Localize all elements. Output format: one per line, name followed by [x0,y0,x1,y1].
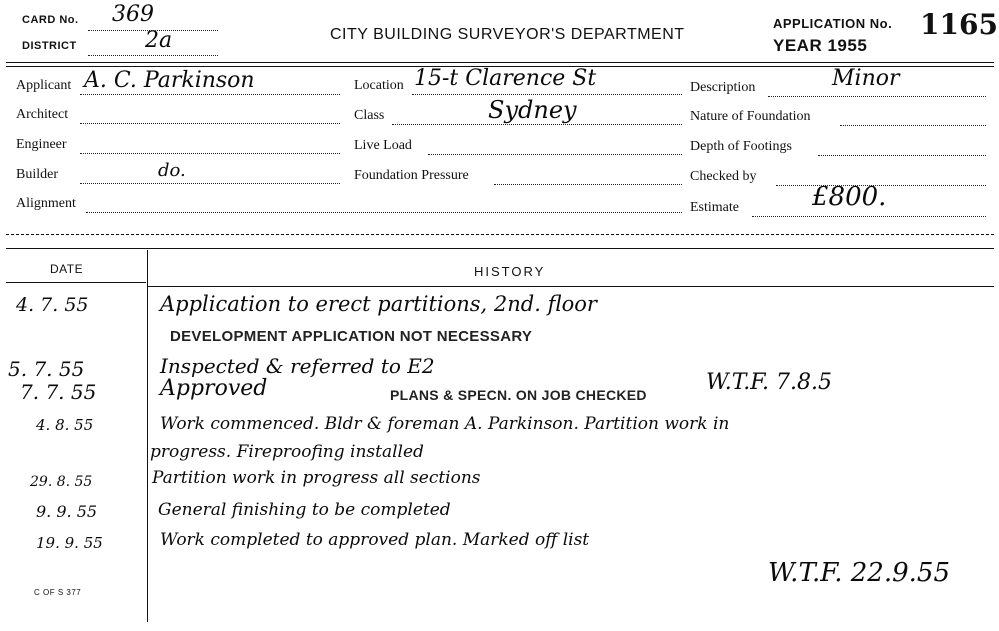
engineer-line [80,153,340,154]
alignment-line [86,212,682,213]
depth-of-footings-label: Depth of Footings [690,139,792,154]
history-entry-1: Application to erect partitions, 2nd. floor [160,292,597,316]
nature-of-foundation-label: Nature of Foundation [690,109,811,124]
history-entry-8: General finishing to be completed [158,500,451,520]
history-date-1: 4. 7. 55 [16,294,89,316]
description-line [768,96,986,97]
location-label: Location [354,78,404,93]
approval-initials: W.T.F. 7.8.5 [706,370,832,395]
year-label: YEAR 1955 [773,36,868,55]
description-label: Description [690,80,756,95]
application-no-value: 1165 [920,8,998,41]
location-line [412,94,682,95]
checked-by-label: Checked by [690,169,757,184]
history-date-7: 29. 8. 55 [30,474,93,490]
history-entry-4: Approved [160,376,268,401]
history-column-header: HISTORY [474,264,546,279]
date-column-header: DATE [50,262,84,276]
architect-line [80,123,340,124]
history-date-4: 7. 7. 55 [20,380,97,404]
engineer-label: Engineer [16,137,67,152]
class-label: Class [354,108,385,123]
header-rule-top [6,62,994,63]
builder-value: do. [158,160,186,181]
district-label: DISTRICT [22,40,77,52]
applicant-line [80,94,340,95]
history-date-9: 19. 9. 55 [36,534,103,552]
description-value: Minor [832,66,900,91]
history-rule-top [6,248,994,249]
fields-rule-bottom [6,234,994,235]
nature-of-foundation-line [840,125,986,126]
history-entry-5: Work commenced. Bldr & foreman A. Parkinson. Partition work in [160,414,730,434]
applicant-value: A. C. Parkinson [84,68,255,93]
card-no-value: 369 [112,2,154,27]
estimate-line [752,216,986,217]
application-no-label: APPLICATION No. [773,16,893,31]
foundation-pressure-label: Foundation Pressure [354,168,469,183]
estimate-label: Estimate [690,200,739,215]
class-value: Sydney [488,96,577,124]
live-load-label: Live Load [354,138,412,153]
builder-label: Builder [16,167,58,182]
history-date-5: 4. 8. 55 [36,416,94,434]
live-load-line [428,154,682,155]
district-line [88,55,218,56]
development-stamp: DEVELOPMENT APPLICATION NOT NECESSARY [170,328,533,345]
architect-label: Architect [16,107,69,122]
history-header-rule-right [148,286,994,287]
alignment-label: Alignment [16,196,76,211]
history-entry-6: progress. Fireproofing installed [150,442,424,462]
class-line [392,124,682,125]
history-date-3: 5. 7. 55 [8,357,85,381]
depth-of-footings-line [818,155,986,156]
estimate-value: £800. [812,182,887,212]
foundation-pressure-line [494,184,682,185]
form-number: C OF S 377 [34,588,82,597]
location-value: 15-t Clarence St [414,66,597,91]
history-date-8: 9. 9. 55 [36,502,98,521]
card-no-label: CARD No. [22,14,79,26]
builder-line [80,183,340,184]
plans-checked-stamp: PLANS & SPECN. ON JOB CHECKED [390,387,647,403]
department-title: CITY BUILDING SURVEYOR'S DEPARTMENT [330,26,685,43]
history-entry-9: Work completed to approved plan. Marked off list [160,530,590,550]
history-entry-7: Partition work in progress all sections [152,468,481,488]
history-entry-3: Inspected & referred to E2 [160,354,435,378]
district-value: 2a [145,28,173,53]
date-column-divider [147,250,148,622]
final-signature: W.T.F. 22.9.55 [768,558,950,588]
history-header-rule [6,282,146,283]
applicant-label: Applicant [16,78,72,93]
